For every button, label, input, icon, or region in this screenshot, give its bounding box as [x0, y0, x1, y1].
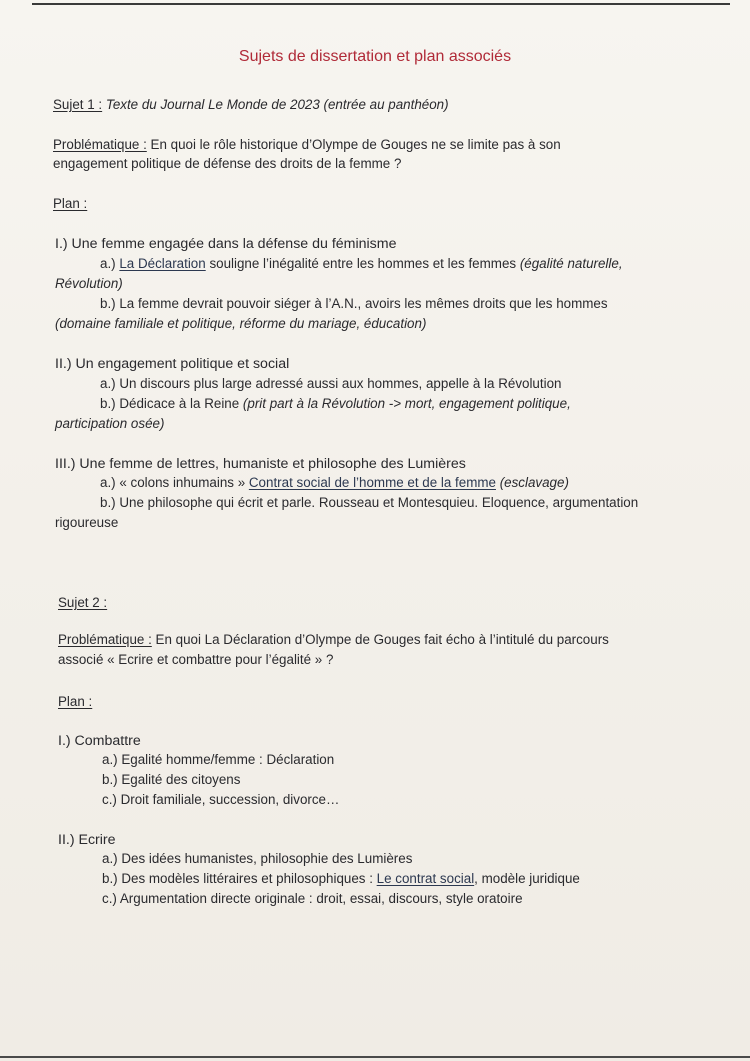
sujet1-problematique-line1: [53, 136, 561, 154]
sujet1-part1-a-prefix: a.): [100, 256, 120, 271]
sujet2-part2-b-suffix: , modèle juridique: [474, 871, 580, 886]
sujet2-part2-c: c.) Argumentation directe originale : droit, essai, discours, style oratoire: [102, 891, 523, 906]
sujet2-part2-heading: II.) Ecrire: [58, 832, 116, 848]
sujet2-part1-a: a.) Egalité homme/femme : Déclaration: [102, 752, 335, 767]
sujet1-part2-b: [100, 395, 571, 413]
sujet2-part2-b-prefix: b.) Des modèles littéraires et philosophiques :: [102, 871, 377, 886]
sujet1-problematique-text: En quoi le rôle historique d’Olympe de Gouges ne se limite pas à son: [150, 137, 561, 152]
sujet1-problematique-label: Problématique :: [53, 137, 147, 152]
sujet1-part2-b-italic: (prit part à la Révolution -> mort, engagement politique,: [242, 396, 571, 411]
page-title: Sujets de dissertation et plan associés: [238, 48, 512, 65]
sujet1-part1-a-cont: Révolution): [55, 276, 123, 291]
sujet1-part2-b-text: b.) Dédicace à la Reine: [100, 396, 243, 411]
sujet1-problematique-line2: engagement politique de défense des droits de la femme ?: [53, 156, 402, 171]
sujet1-part3-a: [100, 474, 569, 492]
sujet2-problematique-line2: associé « Ecrire et combattre pour l’égalité » ?: [58, 652, 334, 667]
sujet1-part3-b-cont: rigoureuse: [55, 515, 119, 530]
sujet2-part1-c: c.) Droit familiale, succession, divorce…: [102, 792, 340, 807]
sujet1-part3-heading: III.) Une femme de lettres, humaniste et philosophe des Lumières: [55, 456, 466, 472]
sujet1-line: [53, 96, 449, 114]
sujet1-part2-heading: II.) Un engagement politique et social: [55, 356, 290, 372]
sujet1-part1-b: b.) La femme devrait pouvoir siéger à l’A.N., avoirs les mêmes droits que les hommes: [100, 296, 608, 311]
sujet2-part1-heading: I.) Combattre: [58, 733, 141, 749]
sujet2-label: Sujet 2 :: [58, 595, 108, 610]
sujet2-problematique-label: Problématique :: [58, 632, 152, 647]
sujet2-problematique-line1: [58, 631, 609, 649]
sujet1-part1-a-link: La Déclaration: [119, 256, 206, 271]
sujet1-part1-a-italic: (égalité naturelle,: [519, 256, 623, 271]
sujet1-plan-label: Plan :: [53, 196, 88, 211]
sujet2-problematique-text: En quoi La Déclaration d’Olympe de Gouges fait écho à l’intitulé du parcours: [155, 632, 609, 647]
sujet2-part2-b: [102, 870, 580, 888]
sujet1-text: Texte du Journal Le Monde de 2023 (entrée au panthéon): [105, 97, 449, 112]
sujet1-part1-b-cont: (domaine familiale et politique, réforme du mariage, éducation): [55, 316, 427, 331]
sujet1-part3-a-italic: (esclavage): [495, 475, 569, 490]
sujet1-part1-a-text: souligne l’inégalité entre les hommes et les femmes: [205, 256, 520, 271]
sujet2-part1-b: b.) Egalité des citoyens: [102, 772, 241, 787]
sujet1-part2-a: a.) Un discours plus large adressé aussi aux hommes, appelle à la Révolution: [100, 376, 562, 391]
sujet1-part1-heading: I.) Une femme engagée dans la défense du féminisme: [55, 236, 397, 252]
sujet1-part1-a: [100, 255, 623, 273]
sujet2-part2-a: a.) Des idées humanistes, philosophie des Lumières: [102, 851, 413, 866]
sujet2-part2-b-link: Le contrat social: [376, 871, 475, 886]
sujet2-plan-label: Plan :: [58, 694, 93, 709]
sujet1-label: Sujet 1 :: [53, 97, 103, 112]
sujet1-part3-b: b.) Une philosophe qui écrit et parle. Rousseau et Montesquieu. Eloquence, argumentation: [100, 495, 639, 510]
sujet1-part3-a-prefix: a.) « colons inhumains »: [100, 475, 249, 490]
sujet1-part3-a-link: Contrat social de l’homme et de la femme: [248, 475, 496, 490]
sujet1-part2-b-cont: participation osée): [55, 416, 165, 431]
